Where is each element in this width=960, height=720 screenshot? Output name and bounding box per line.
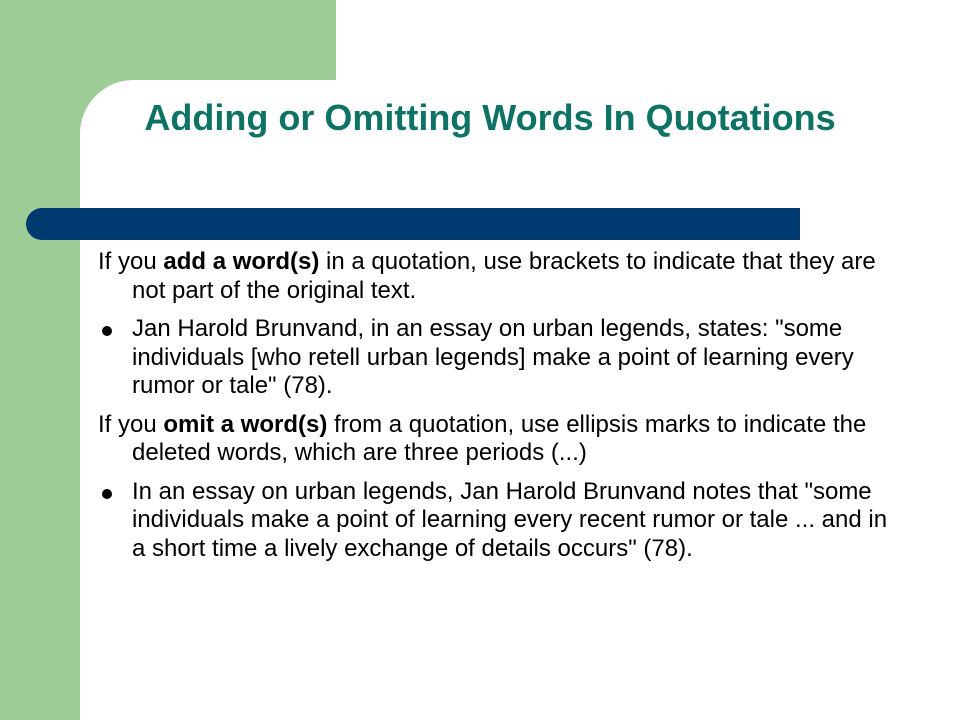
paragraph-emphasis: add a word(s) — [163, 248, 320, 275]
paragraph-text: in a quotation, use brackets to indicate that they are not part of the original text. — [132, 248, 876, 304]
bullet-dot-icon — [102, 489, 112, 499]
bullet-text: In an essay on urban legends, Jan Harold Brunvand notes that "some individuals make a point of learning every recent rumor or tale ... and in a short time a lively exchange of details occurs" (78). — [132, 477, 888, 562]
paragraph-text: from a quotation, use ellipsis marks to indicate the deleted words, which are three periods (...) — [132, 410, 867, 466]
bullet-item-ellipsis-example — [98, 478, 898, 564]
paragraph-omit-words — [98, 411, 898, 468]
bullet-item-brackets-example — [98, 315, 898, 401]
paragraph-add-words — [98, 248, 898, 305]
paragraph-emphasis: omit a word(s) — [163, 410, 328, 438]
slide-title: Adding or Omitting Words In Quotations — [144, 97, 836, 138]
paragraph-text: If you — [98, 410, 164, 438]
bullet-dot-icon — [102, 326, 112, 336]
bullet-text: Jan Harold Brunvand, in an essay on urban legends, states: "some individuals [who retell urban legends] make a point of learning every rumor or tale" (78). — [132, 315, 854, 399]
title-divider-bar — [26, 208, 800, 240]
slide-body — [98, 248, 898, 563]
paragraph-text: If you — [98, 248, 164, 275]
